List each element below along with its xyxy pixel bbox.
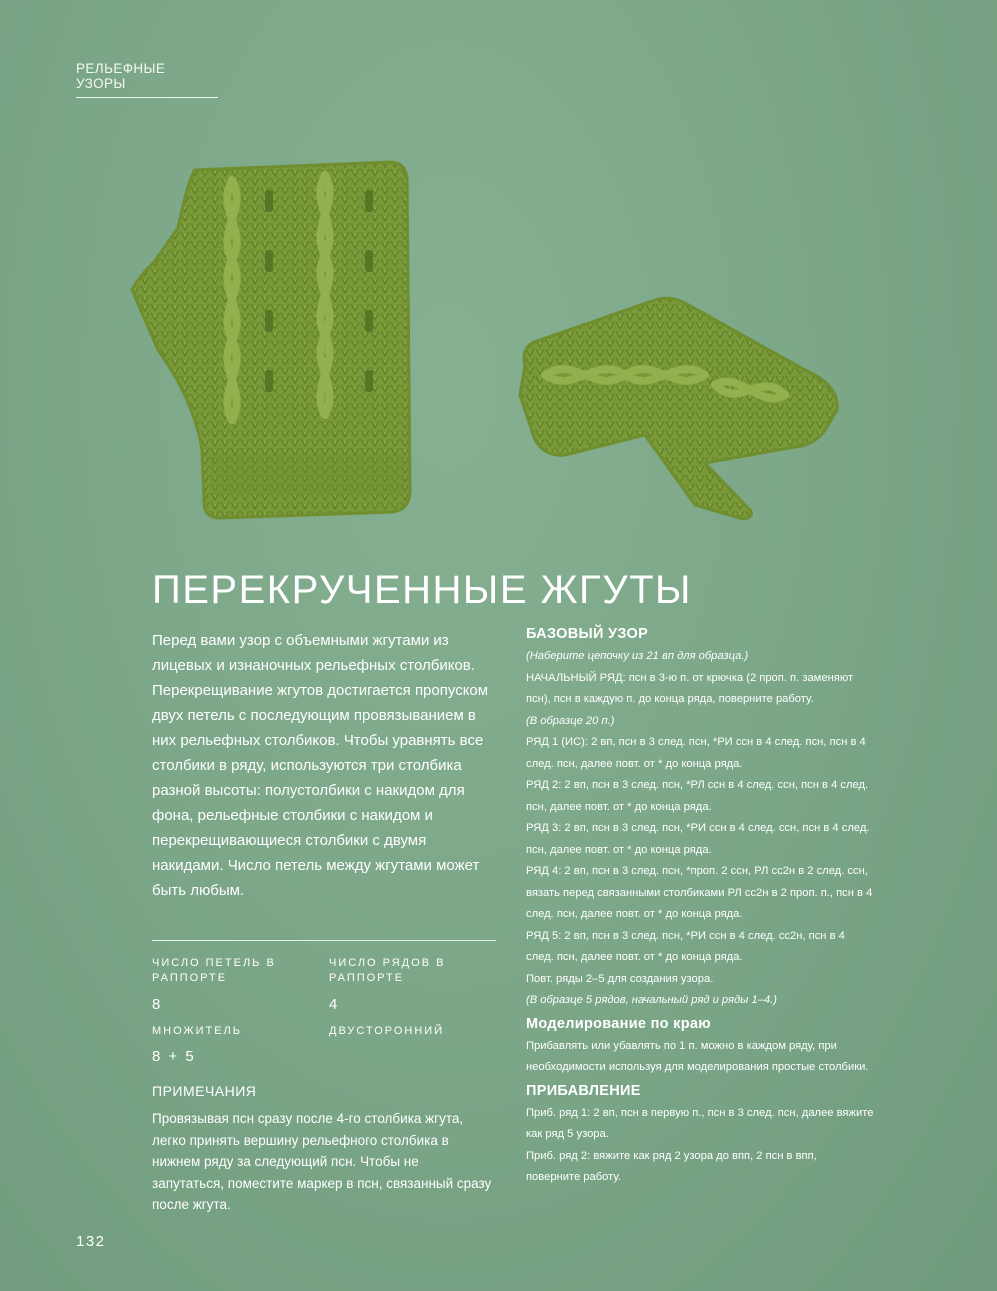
increase-row-2: Приб. ряд 2: вяжите как ряд 2 узора до впп, 2 псн в впп, поверните работу. bbox=[526, 1149, 817, 1183]
repeat-instruction: Повт. ряды 2–5 для создания узора. bbox=[526, 972, 714, 985]
crochet-swatch-chevron bbox=[505, 285, 850, 525]
increase-row-1: Приб. ряд 1: 2 вп, псн в первую п., псн в 3 след. псн, далее вяжите как ряд 5 узора. bbox=[526, 1106, 874, 1140]
edge-shaping-text: Прибавлять или убавлять по 1 п. можно в каждом ряду, при необходимости используя для моделирования простые столбики. bbox=[526, 1039, 869, 1073]
multiple-value: 8 + 5 bbox=[152, 1048, 196, 1065]
crochet-swatch-tall bbox=[120, 150, 430, 530]
page-number: 132 bbox=[76, 1233, 106, 1250]
instructions-column bbox=[526, 626, 874, 1189]
pattern-title: ПЕРЕКРУЧЕННЫЕ ЖГУТЫ bbox=[152, 568, 692, 612]
intro-text: Перед вами узор с объемными жгутами из лицевых и изнаночных рельефных столбиков. Перекрещивание жгутов достигается пропуском двух петель с последующим провязыванием в них рельефных столбиков. Чтобы уравнять все столбики в ряду, используются три столбика разной высоты: полустолбики с накидом для фона, рельефные столбики с накидом и перекрещивающиеся столбики с двумя накидами. Число петель между жгутами может быть любым. bbox=[152, 632, 489, 899]
section-header: РЕЛЬЕФНЫЕ УЗОРЫ bbox=[76, 61, 218, 98]
row-4: РЯД 4: 2 вп, псн в 3 след. псн, *проп. 2 ссн, РЛ сс2н в 2 след. ссн, вязать перед связанными столбиками РЛ сс2н в 2 проп. п., псн в 4 след. псн, далее повт. от * до конца ряда. bbox=[526, 865, 873, 920]
row-1: РЯД 1 (ИС): 2 вп, псн в 3 след. псн, *РИ ссн в 4 след. псн, псн в 4 след. псн, далее повт. от * до конца ряда. bbox=[526, 736, 866, 770]
multiple-label: МНОЖИТЕЛЬ bbox=[152, 1025, 242, 1037]
row-5: РЯД 5: 2 вп, псн в 3 след. псн, *РИ ссн в 4 след. сс2н, псн в 4 след. псн, далее повт. от * до конца ряда. bbox=[526, 929, 845, 963]
notes-text: Провязывая псн сразу после 4-го столбика жгута, легко принять вершину рельефного столбика в нижнем ряду за следующий псн. Чтобы не запутаться, поместите маркер в псн, связанный сразу после жгута. bbox=[152, 1111, 492, 1212]
rows-value: 4 bbox=[329, 996, 340, 1013]
increase-heading: ПРИБАВЛЕНИЕ bbox=[526, 1082, 641, 1099]
notes-heading: ПРИМЕЧАНИЯ bbox=[152, 1083, 257, 1099]
stats-divider bbox=[152, 940, 496, 941]
foundation-row: НАЧАЛЬНЫЙ РЯД: псн в 3-ю п. от крючка (2 проп. п. заменяют псн), псн в каждую п. до конца ряда, поверните работу. bbox=[526, 671, 854, 705]
rows-label: ЧИСЛО РЯДОВ В РАППОРТЕ bbox=[329, 957, 446, 984]
edge-shaping-heading: Моделирование по краю bbox=[526, 1015, 711, 1032]
chain-note: (Наберите цепочку из 21 вп для образца.) bbox=[526, 650, 749, 662]
base-pattern-heading: БАЗОВЫЙ УЗОР bbox=[526, 626, 649, 642]
reversible-label: ДВУСТОРОННИЙ bbox=[329, 1025, 445, 1037]
row-3: РЯД 3: 2 вп, псн в 3 след. псн, *РИ ссн в 4 след. ссн, псн в 4 след. псн, далее повт. от * до конца ряда. bbox=[526, 822, 870, 856]
foundation-note: (В образце 20 п.) bbox=[526, 714, 615, 727]
stitches-label: ЧИСЛО ПЕТЕЛЬ В РАППОРТЕ bbox=[152, 957, 276, 984]
stitches-value: 8 bbox=[152, 996, 163, 1013]
repeat-note: (В образце 5 рядов, начальный ряд и ряды 1–4.) bbox=[526, 994, 778, 1006]
row-2: РЯД 2: 2 вп, псн в 3 след. псн, *РЛ ссн в 4 след. ссн, псн в 4 след. псн, далее повт. от * до конца ряда. bbox=[526, 779, 869, 813]
